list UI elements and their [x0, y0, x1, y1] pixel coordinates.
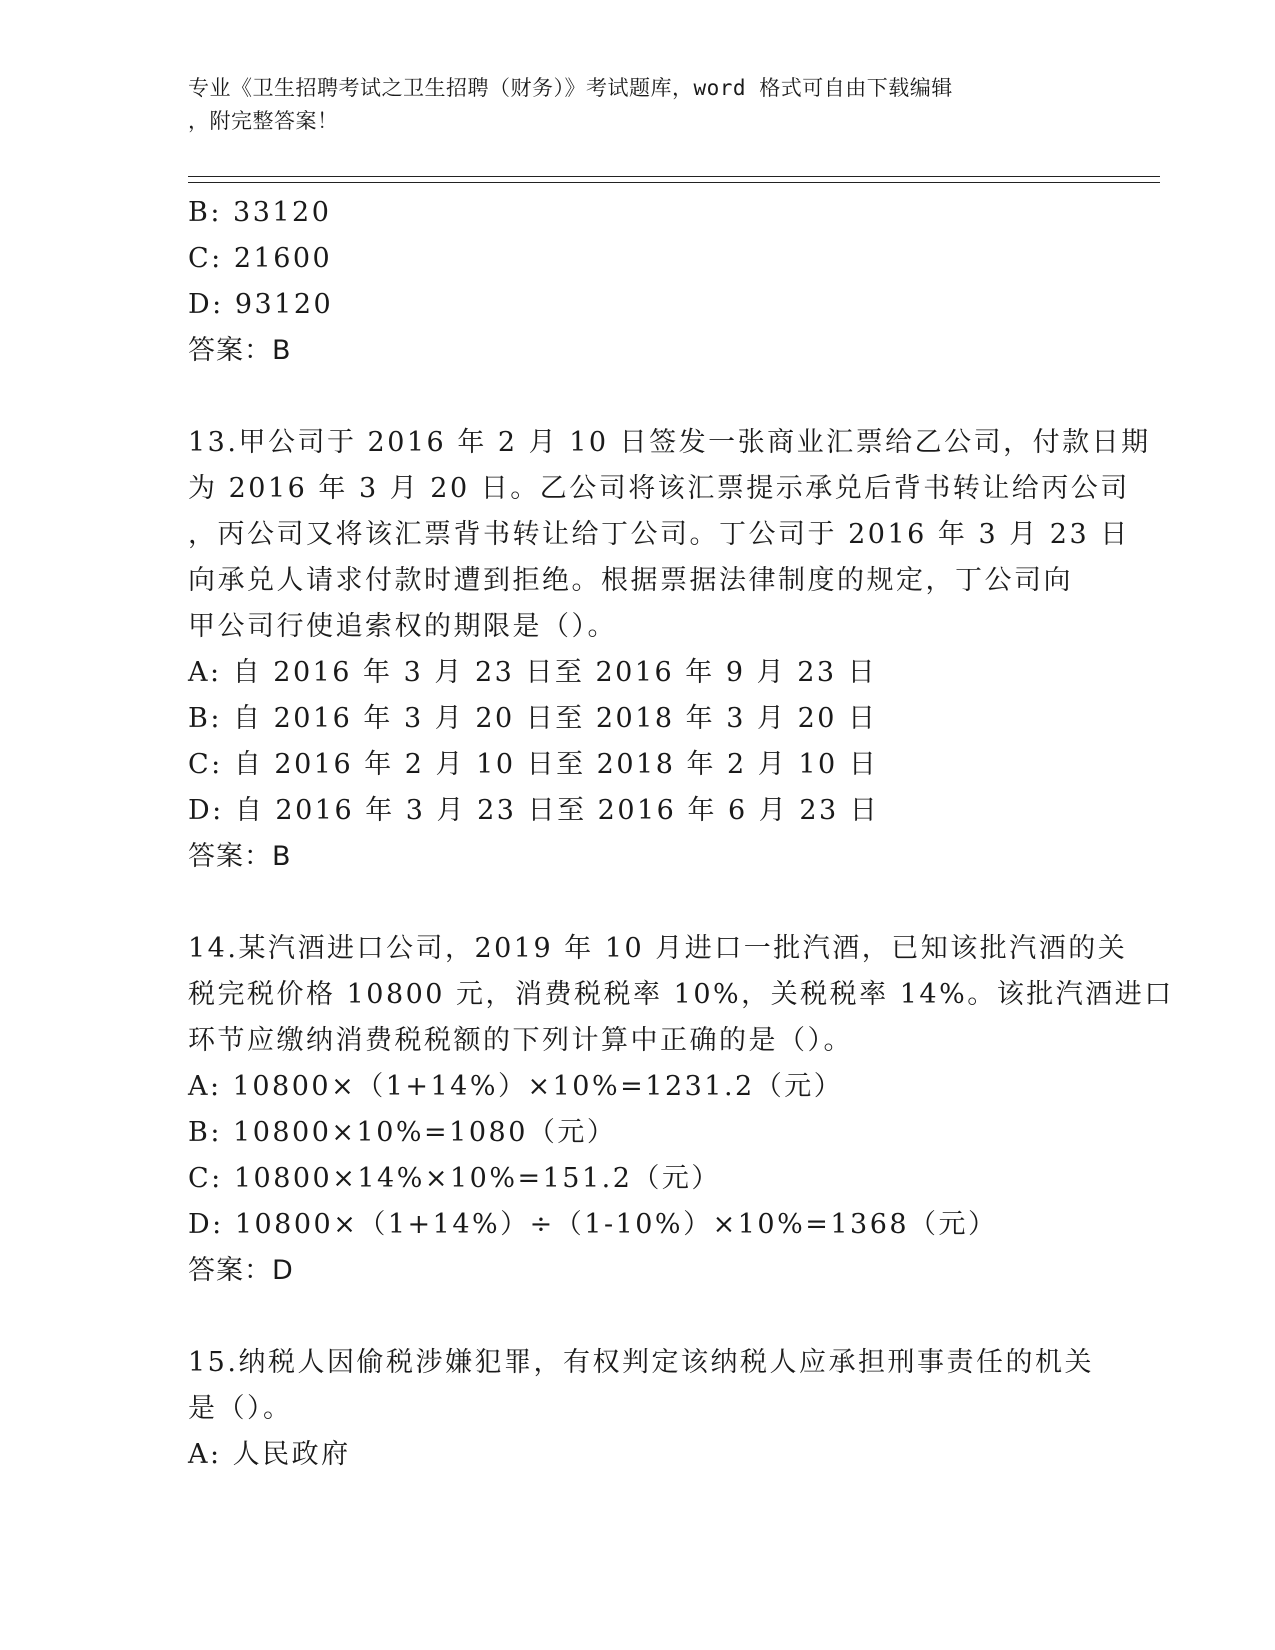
option-b: B: 自 2016 年 3 月 20 日至 2018 年 3 月 20 日 — [188, 703, 878, 734]
question-15 — [188, 1340, 1094, 1478]
spacer — [188, 374, 1088, 420]
option-c: C: 21600 — [188, 243, 333, 274]
question-text-line: 14.某汽酒进口公司，2019 年 10 月进口一批汽酒，已知该批汽酒的关 — [188, 933, 1128, 964]
document-body — [188, 190, 1174, 1478]
question-14 — [188, 926, 1174, 1294]
question-text-line: 甲公司行使追索权的期限是（）。 — [188, 611, 617, 642]
option-d: D: 93120 — [188, 289, 334, 320]
option-a: A: 人民政府 — [188, 1439, 351, 1470]
question-text-line: 向承兑人请求付款时遭到拒绝。根据票据法律制度的规定，丁公司向 — [188, 565, 1073, 596]
question-text-line: 15.纳税人因偷税涉嫌犯罪，有权判定该纳税人应承担刑事责任的机关 — [188, 1347, 1094, 1378]
answer: 答案：B — [188, 335, 292, 366]
question-text-line: 税完税价格 10800 元，消费税税率 10%，关税税率 14%。该批汽酒进口 — [188, 979, 1174, 1010]
question-12-tail — [188, 190, 1088, 374]
option-c: C: 10800×14%×10%=151.2（元） — [188, 1163, 721, 1194]
spacer — [188, 1294, 1088, 1340]
question-text-line: 是（）。 — [188, 1393, 293, 1424]
header-rule-top — [188, 176, 1160, 177]
question-13 — [188, 420, 1151, 880]
option-a: A: 自 2016 年 3 月 23 日至 2016 年 9 月 23 日 — [188, 657, 878, 688]
option-d: D: 10800×（1+14%）÷（1-10%）×10%=1368（元） — [188, 1209, 998, 1240]
answer: 答案：B — [188, 841, 292, 872]
header-line-1: 专业《卫生招聘考试之卫生招聘（财务）》考试题库，word 格式可自由下载编辑 — [188, 76, 953, 100]
header-rule-bottom — [188, 182, 1160, 183]
header-line-2: ，附完整答案！ — [188, 109, 339, 133]
document-header — [188, 72, 1078, 138]
option-b: B: 33120 — [188, 197, 332, 228]
option-d: D: 自 2016 年 3 月 23 日至 2016 年 6 月 23 日 — [188, 795, 880, 826]
question-text-line: ，丙公司又将该汇票背书转让给丁公司。丁公司于 2016 年 3 月 23 日 — [188, 519, 1130, 550]
option-b: B: 10800×10%=1080（元） — [188, 1117, 617, 1148]
answer: 答案：D — [188, 1255, 294, 1286]
question-text-line: 环节应缴纳消费税税额的下列计算中正确的是（）。 — [188, 1025, 853, 1056]
question-text-line: 为 2016 年 3 月 20 日。乙公司将该汇票提示承兑后背书转让给丙公司 — [188, 473, 1130, 504]
question-text-line: 13.甲公司于 2016 年 2 月 10 日签发一张商业汇票给乙公司，付款日期 — [188, 427, 1151, 458]
spacer — [188, 880, 1088, 926]
option-a: A: 10800×（1+14%）×10%=1231.2（元） — [188, 1071, 844, 1102]
option-c: C: 自 2016 年 2 月 10 日至 2018 年 2 月 10 日 — [188, 749, 879, 780]
